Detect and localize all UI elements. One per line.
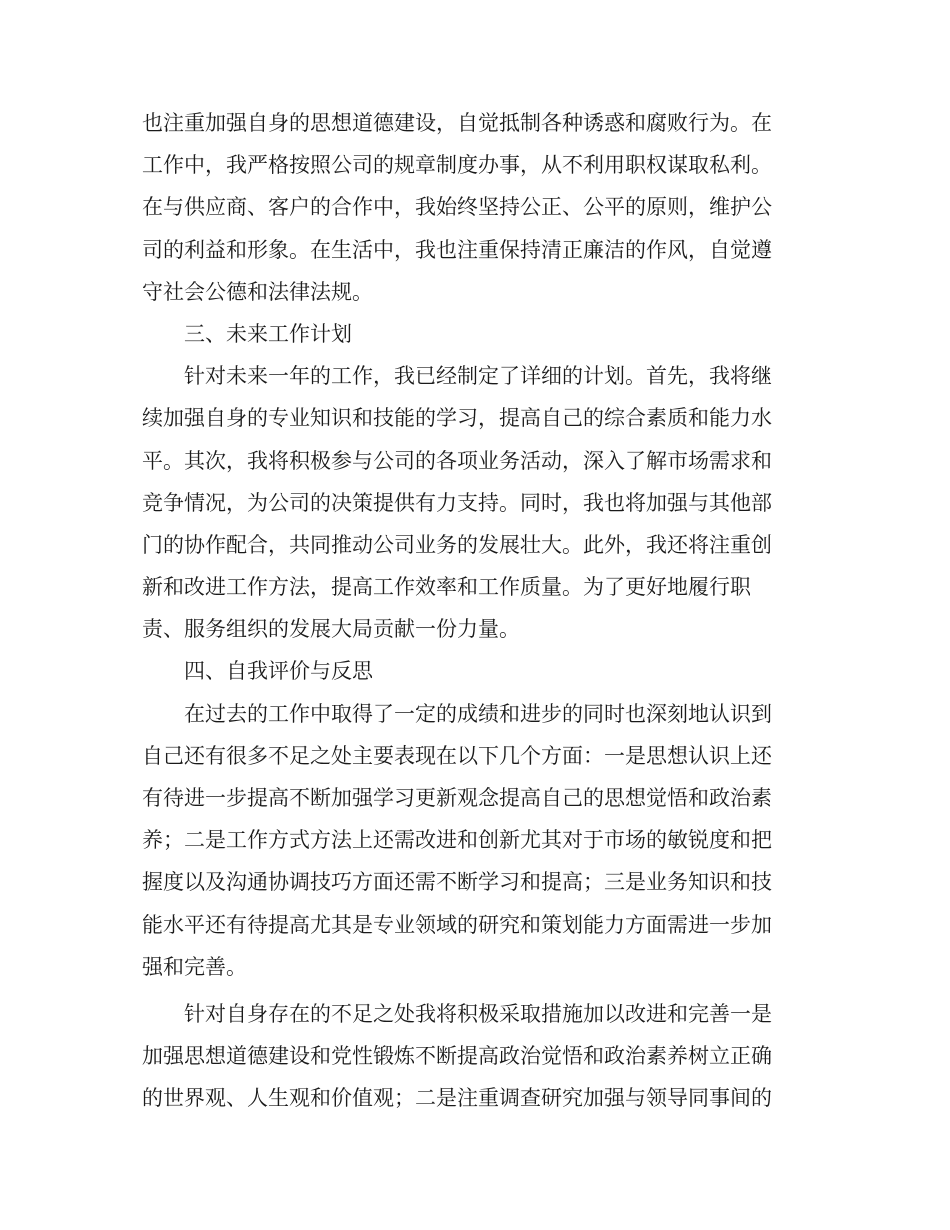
text-line: 平。其次，我将积极参与公司的各项业务活动，深入了解市场需求和 xyxy=(142,448,772,473)
text-line: 责、服务组织的发展大局贡献一份力量。 xyxy=(142,617,520,642)
text-line: 针对自身存在的不足之处我将积极采取措施加以改进和完善一是 xyxy=(184,1001,772,1026)
text-line: 强和完善。 xyxy=(142,954,247,979)
text-line: 针对未来一年的工作，我已经制定了详细的计划。首先，我将继 xyxy=(184,364,772,389)
section-heading: 四、自我评价与反思 xyxy=(184,659,373,684)
text-line: 新和改进工作方法，提高工作效率和工作质量。为了更好地履行职 xyxy=(142,575,751,600)
text-line: 司的利益和形象。在生活中，我也注重保持清正廉洁的作风，自觉遵 xyxy=(142,237,772,262)
text-line: 自己还有很多不足之处主要表现在以下几个方面：一是思想认识上还 xyxy=(142,743,772,768)
text-line: 养；二是工作方式方法上还需改进和创新尤其对于市场的敏锐度和把 xyxy=(142,828,772,853)
text-line: 有待进一步提高不断加强学习更新观念提高自己的思想觉悟和政治素 xyxy=(142,786,772,810)
text-line: 在过去的工作中取得了一定的成绩和进步的同时也深刻地认识到 xyxy=(184,701,772,726)
text-line: 在与供应商、客户的合作中，我始终坚持公正、公平的原则，维护公 xyxy=(142,195,772,220)
document-body xyxy=(142,102,802,1120)
text-line: 加强思想道德建设和党性锻炼不断提高政治觉悟和政治素养树立正确 xyxy=(142,1044,772,1069)
text-line: 守社会公德和法律法规。 xyxy=(142,279,373,304)
text-line: 的世界观、人生观和价值观；二是注重调查研究加强与领导同事间的 xyxy=(142,1086,772,1111)
text-line: 门的协作配合，共同推动公司业务的发展壮大。此外，我还将注重创 xyxy=(142,532,772,557)
text-line: 握度以及沟通协调技巧方面还需不断学习和提高；三是业务知识和技 xyxy=(142,870,772,895)
text-line: 也注重加强自身的思想道德建设，自觉抵制各种诱惑和腐败行为。在 xyxy=(142,111,772,135)
text-line: 工作中，我严格按照公司的规章制度办事，从不利用职权谋取私利。 xyxy=(142,153,772,178)
text-line: 竞争情况，为公司的决策提供有力支持。同时，我也将加强与其他部 xyxy=(142,490,772,515)
section-heading: 三、未来工作计划 xyxy=(184,321,352,346)
text-line: 能水平还有待提高尤其是专业领域的研究和策划能力方面需进一步加 xyxy=(142,912,772,937)
text-line: 续加强自身的专业知识和技能的学习，提高自己的综合素质和能力水 xyxy=(142,406,772,431)
